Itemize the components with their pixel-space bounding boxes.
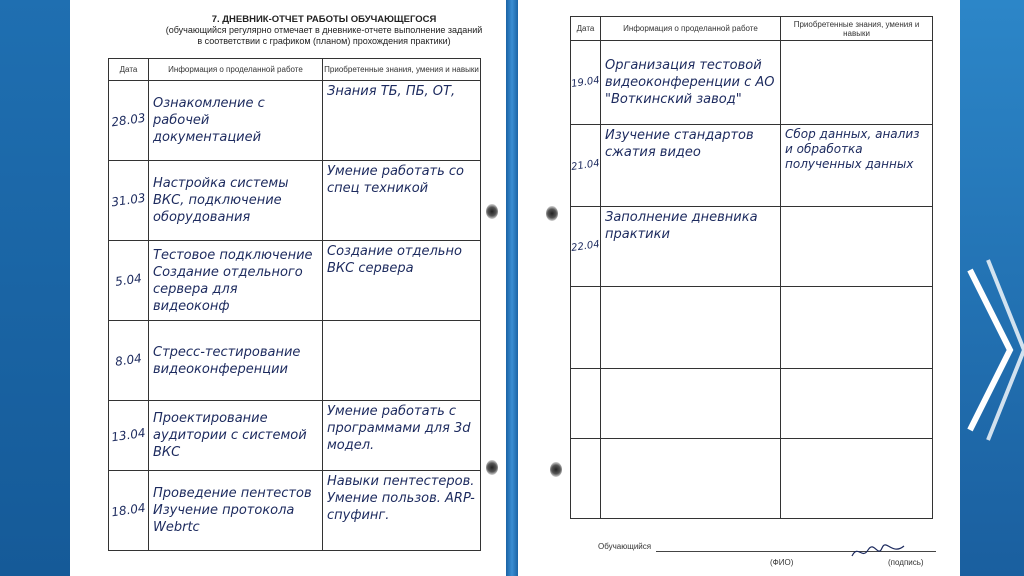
binder-hole <box>550 462 562 477</box>
row-date: 18.04 <box>110 500 147 520</box>
handwritten-signature-icon <box>848 538 908 564</box>
heading-title: 7. ДНЕВНИК-ОТЧЕТ РАБОТЫ ОБУЧАЮЩЕГОСЯ <box>211 14 437 25</box>
row-work: Ознакомление с рабочей документацией <box>153 96 265 145</box>
table-row <box>571 41 933 125</box>
background-left <box>0 0 70 576</box>
binder-hole <box>486 460 498 475</box>
row-skills: Создание отдельно ВКС сервера <box>327 244 462 276</box>
table-row <box>571 439 933 519</box>
heading-note-2: в соответствии с графиком (планом) прохождения практики) <box>197 36 451 46</box>
signature-caption: (подпись) <box>888 558 924 567</box>
table-row <box>109 161 481 241</box>
row-skills <box>781 41 932 45</box>
chevron-decoration-icon <box>960 250 1024 450</box>
table-row <box>571 287 933 369</box>
row-skills: Знания ТБ, ПБ, ОТ, <box>327 84 456 99</box>
binder-hole <box>546 206 558 221</box>
row-work: Стресс-тестирование видеоконференции <box>153 344 301 377</box>
row-date: 19.04 <box>570 75 601 90</box>
row-date: 5.04 <box>114 271 143 289</box>
row-skills: Навыки пентестеров. Умение пользов. ARP-спуфинг. <box>327 474 475 523</box>
table-row <box>571 369 933 439</box>
table-row <box>571 207 933 287</box>
left-page <box>70 0 506 576</box>
binder-hole <box>486 204 498 219</box>
diary-table-right <box>570 16 933 519</box>
table-row <box>109 241 481 321</box>
table-row <box>571 125 933 207</box>
table-header-row <box>571 17 933 41</box>
row-date: 13.04 <box>110 425 147 445</box>
row-date: 31.03 <box>110 190 147 210</box>
table-header-row <box>109 59 481 81</box>
row-skills: Сбор данных, анализ и обработка полученных данных <box>785 127 920 171</box>
table-row <box>109 81 481 161</box>
row-work: Проектирование аудитории с системой ВКС <box>153 411 307 460</box>
row-work: Организация тестовой видеоконференции с АО "Воткинский завод" <box>605 58 775 107</box>
row-date: 21.04 <box>570 158 601 173</box>
right-page <box>518 0 960 576</box>
row-date: 22.04 <box>570 239 601 254</box>
column-header-skills: Приобретенные знания, умения и навыки <box>323 59 481 81</box>
heading-note-1: (обучающийся регулярно отмечает в дневнике-отчете выполнение заданий <box>165 25 483 35</box>
row-work: Заполнение дневника практики <box>605 210 758 242</box>
page-gutter <box>506 0 518 576</box>
column-header-skills: Приобретенные знания, умения и навыки <box>781 17 933 41</box>
diary-table-left <box>108 58 481 551</box>
table-row <box>109 401 481 471</box>
row-skills: Умение работать с программами для 3d модел. <box>327 404 471 453</box>
column-header-date: Дата <box>109 59 149 81</box>
column-header-work: Информация о проделанной работе <box>149 59 323 81</box>
row-work: Проведение пентестов Изучение протокола Webrtc <box>153 486 312 535</box>
column-header-work: Информация о проделанной работе <box>601 17 781 41</box>
student-label: Обучающийся <box>598 542 652 551</box>
row-skills: Умение работать со спец техникой <box>327 164 465 196</box>
row-work: Тестовое подключение Создание отдельного сервера для видеоконф <box>153 247 313 314</box>
table-row <box>109 321 481 401</box>
row-skills <box>323 321 480 325</box>
row-work: Настройка системы ВКС, подключение оборудования <box>153 176 289 225</box>
column-header-date: Дата <box>571 17 601 41</box>
row-date: 28.03 <box>110 110 147 130</box>
row-skills <box>781 245 932 249</box>
row-work: Изучение стандартов сжатия видео <box>605 128 754 160</box>
row-date: 8.04 <box>114 351 143 369</box>
table-row <box>109 471 481 551</box>
fio-caption: (ФИО) <box>770 558 794 567</box>
page-heading <box>134 14 514 47</box>
